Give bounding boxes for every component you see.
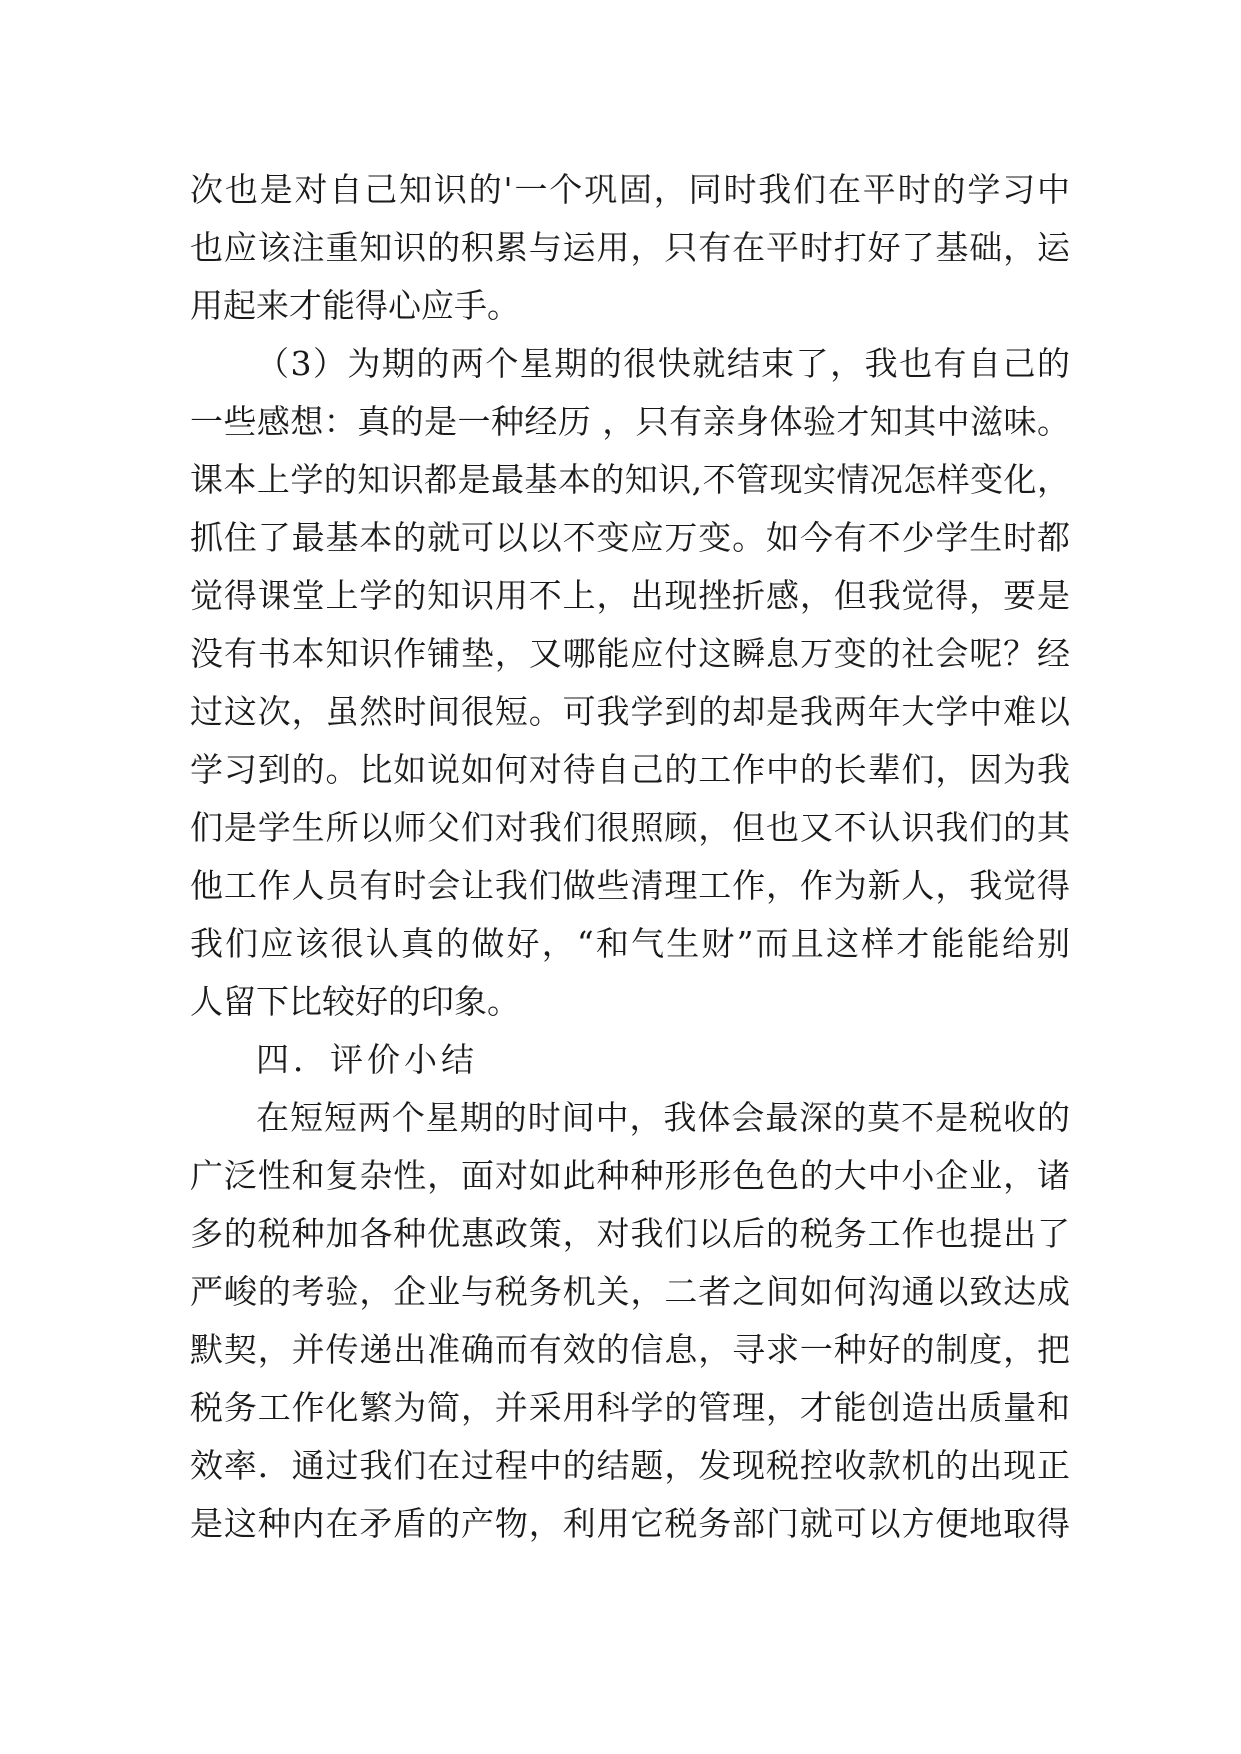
text-line: 多的税种加各种优惠政策，对我们以后的税务工作也提出了 (190, 1214, 1070, 1253)
text-line: 抓住了最基本的就可以以不变应万变。如今有不少学生时都 (190, 518, 1070, 557)
text-line: （3）为期的两个星期的很快就结束了，我也有自己的 (256, 344, 1070, 383)
text-line: 默契，并传递出准确而有效的信息，寻求一种好的制度，把 (190, 1330, 1070, 1369)
text-line: 没有书本知识作铺垫，又哪能应付这瞬息万变的社会呢？经 (190, 634, 1070, 673)
text-line: 人留下比较好的印象。 (190, 982, 520, 1021)
text-line: 税务工作化繁为简，并采用科学的管理，才能创造出质量和 (190, 1388, 1070, 1427)
text-line: 用起来才能得心应手。 (190, 286, 520, 325)
text-line: 广泛性和复杂性，面对如此种种形形色色的大中小企业，诸 (190, 1156, 1070, 1195)
text-line: 们是学生所以师父们对我们很照顾，但也又不认识我们的其 (190, 808, 1070, 847)
text-line: 效率．通过我们在过程中的结题，发现税控收款机的出现正 (190, 1446, 1070, 1485)
text-line: 一些感想：真的是一种经历 ，只有亲身体验才知其中滋味。 (190, 402, 1070, 441)
text-line: 是这种内在矛盾的产物，利用它税务部门就可以方便地取得 (190, 1504, 1070, 1543)
text-line: 学习到的。比如说如何对待自己的工作中的长辈们，因为我 (190, 750, 1070, 789)
section-heading: 四．评价小结 (256, 1040, 478, 1079)
text-line: 在短短两个星期的时间中，我体会最深的莫不是税收的 (256, 1098, 1070, 1137)
text-line: 课本上学的知识都是最基本的知识,不管现实情况怎样变化， (190, 460, 1070, 499)
text-line: 也应该注重知识的积累与运用，只有在平时打好了基础，运 (190, 228, 1070, 267)
text-line: 我们应该很认真的做好，“和气生财”而且这样才能能给别 (190, 924, 1070, 963)
text-line: 他工作人员有时会让我们做些清理工作，作为新人，我觉得 (190, 866, 1070, 905)
text-line: 过这次，虽然时间很短。可我学到的却是我两年大学中难以 (190, 692, 1070, 731)
text-line: 觉得课堂上学的知识用不上，出现挫折感，但我觉得，要是 (190, 576, 1070, 615)
text-line: 次也是对自己知识的'一个巩固，同时我们在平时的学习中 (190, 170, 1070, 209)
text-line: 严峻的考验，企业与税务机关，二者之间如何沟通以致达成 (190, 1272, 1070, 1311)
